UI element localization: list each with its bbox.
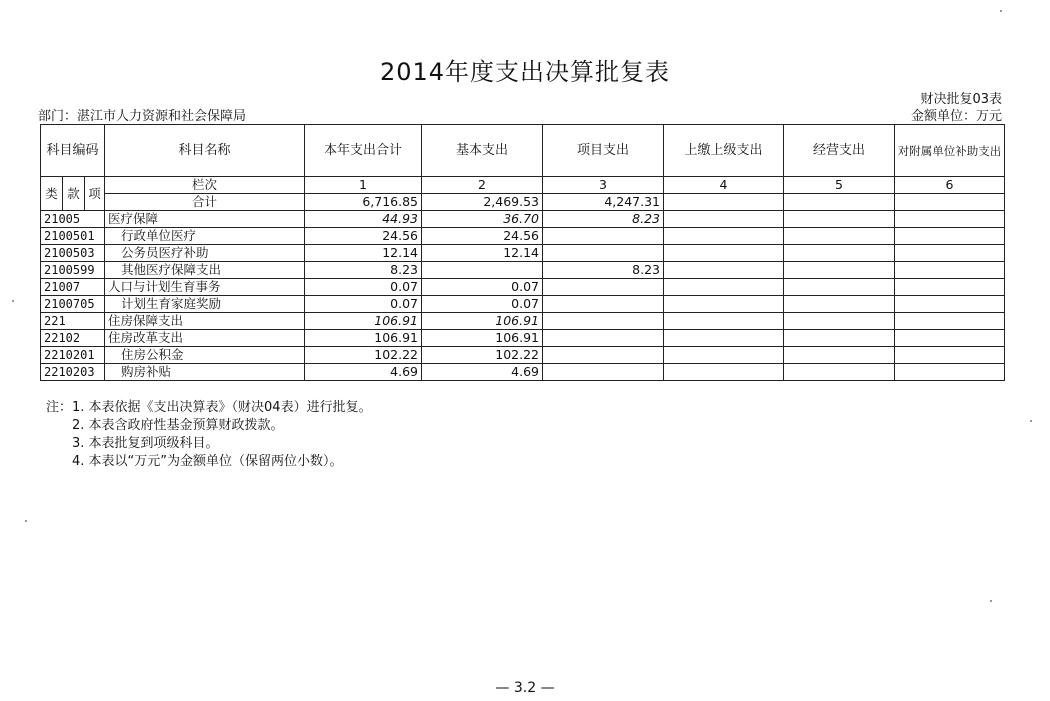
- total-sum: 6,716.85: [305, 194, 422, 211]
- row-project: [543, 279, 664, 296]
- note-line: 注：1. 本表依据《支出决算表》（财决04表）进行批复。: [46, 400, 372, 415]
- row-total: 4.69: [305, 364, 422, 381]
- row-code: 2210201: [41, 347, 105, 364]
- note-line: 2. 本表含政府性基金预算财政拨款。: [72, 418, 284, 433]
- table-row: [41, 296, 1005, 313]
- row-code: 2100503: [41, 245, 105, 262]
- row-code: 221: [41, 313, 105, 330]
- row-project: [543, 313, 664, 330]
- row-code: 21005: [41, 211, 105, 228]
- row-basic: 106.91: [422, 313, 543, 330]
- row-project: [543, 296, 664, 313]
- row-basic: 12.14: [422, 245, 543, 262]
- row-basic: 106.91: [422, 330, 543, 347]
- table-row: [41, 228, 1005, 245]
- column-number: 5: [784, 177, 895, 194]
- row-name: 住房改革支出: [105, 330, 305, 347]
- row-project: [543, 228, 664, 245]
- header-upper: 上缴上级支出: [664, 125, 784, 177]
- row-name: 购房补贴: [105, 364, 305, 381]
- row-basic: 4.69: [422, 364, 543, 381]
- scan-speck: [25, 520, 27, 522]
- amount-unit: 金额单位：万元: [910, 109, 1002, 124]
- row-project: [543, 364, 664, 381]
- note-line: 3. 本表批复到项级科目。: [72, 436, 219, 451]
- row-name: 人口与计划生育事务: [105, 279, 305, 296]
- row-basic: [422, 262, 543, 279]
- table-row: [41, 313, 1005, 330]
- row-basic: 0.07: [422, 296, 543, 313]
- header-xiang: 项: [85, 177, 105, 211]
- row-total: 0.07: [305, 296, 422, 313]
- column-number: 6: [895, 177, 1005, 194]
- table-row: [41, 364, 1005, 381]
- header-name: 科目名称: [105, 125, 305, 177]
- total-basic: 2,469.53: [422, 194, 543, 211]
- scan-speck: [1030, 420, 1032, 422]
- notes: [46, 399, 372, 471]
- header-lei: 类: [41, 177, 63, 211]
- row-name: 计划生育家庭奖励: [105, 296, 305, 313]
- row-name: 住房保障支出: [105, 313, 305, 330]
- note-line: 4. 本表以“万元”为金额单位（保留两位小数）。: [72, 454, 343, 469]
- row-name: 医疗保障: [105, 211, 305, 228]
- row-basic: 24.56: [422, 228, 543, 245]
- row-basic: 102.22: [422, 347, 543, 364]
- total-project: 4,247.31: [543, 194, 664, 211]
- table-row: [41, 330, 1005, 347]
- row-basic: 0.07: [422, 279, 543, 296]
- row-code: 2100599: [41, 262, 105, 279]
- row-project: 8.23: [543, 262, 664, 279]
- row-total: 44.93: [305, 211, 422, 228]
- scan-speck: [990, 600, 992, 602]
- row-code: 22102: [41, 330, 105, 347]
- row-project: [543, 245, 664, 262]
- row-total: 8.23: [305, 262, 422, 279]
- row-code: 2100501: [41, 228, 105, 245]
- header-total: 本年支出合计: [305, 125, 422, 177]
- row-project: [543, 330, 664, 347]
- header-code: 科目编码: [41, 125, 105, 177]
- row-name: 行政单位医疗: [105, 228, 305, 245]
- row-total: 24.56: [305, 228, 422, 245]
- column-number-row: [41, 177, 1005, 194]
- header-kuan: 款: [63, 177, 85, 211]
- table-row: [41, 347, 1005, 364]
- column-number: 4: [664, 177, 784, 194]
- row-project: [543, 347, 664, 364]
- page-number: — 3.2 —: [495, 680, 555, 696]
- row-code: 2100705: [41, 296, 105, 313]
- header-row: [41, 125, 1005, 177]
- table-row: [41, 262, 1005, 279]
- row-name: 其他医疗保障支出: [105, 262, 305, 279]
- column-number: 3: [543, 177, 664, 194]
- row-total: 106.91: [305, 330, 422, 347]
- form-number: 财决批复03表: [920, 92, 1002, 107]
- row-name: 住房公积金: [105, 347, 305, 364]
- column-number-label: 栏次: [105, 177, 305, 194]
- column-number: 2: [422, 177, 543, 194]
- row-project: 8.23: [543, 211, 664, 228]
- row-total: 0.07: [305, 279, 422, 296]
- row-name: 公务员医疗补助: [105, 245, 305, 262]
- table-row: [41, 279, 1005, 296]
- scan-speck: [1000, 10, 1002, 12]
- row-total: 106.91: [305, 313, 422, 330]
- table-row: [41, 245, 1005, 262]
- row-total: 12.14: [305, 245, 422, 262]
- scan-speck: [12, 300, 14, 302]
- header-subsidy: 对附属单位补助支出: [895, 125, 1005, 177]
- expenditure-table: [40, 124, 1005, 381]
- total-label: 合计: [105, 194, 305, 211]
- header-business: 经营支出: [784, 125, 895, 177]
- column-number: 1: [305, 177, 422, 194]
- page-title: 2014年度支出决算批复表: [379, 58, 671, 86]
- header-project: 项目支出: [543, 125, 664, 177]
- department-label: 部门：湛江市人力资源和社会保障局: [38, 109, 247, 124]
- total-row: [41, 194, 1005, 211]
- row-total: 102.22: [305, 347, 422, 364]
- header-basic: 基本支出: [422, 125, 543, 177]
- row-code: 2210203: [41, 364, 105, 381]
- table-row: [41, 211, 1005, 228]
- row-basic: 36.70: [422, 211, 543, 228]
- row-code: 21007: [41, 279, 105, 296]
